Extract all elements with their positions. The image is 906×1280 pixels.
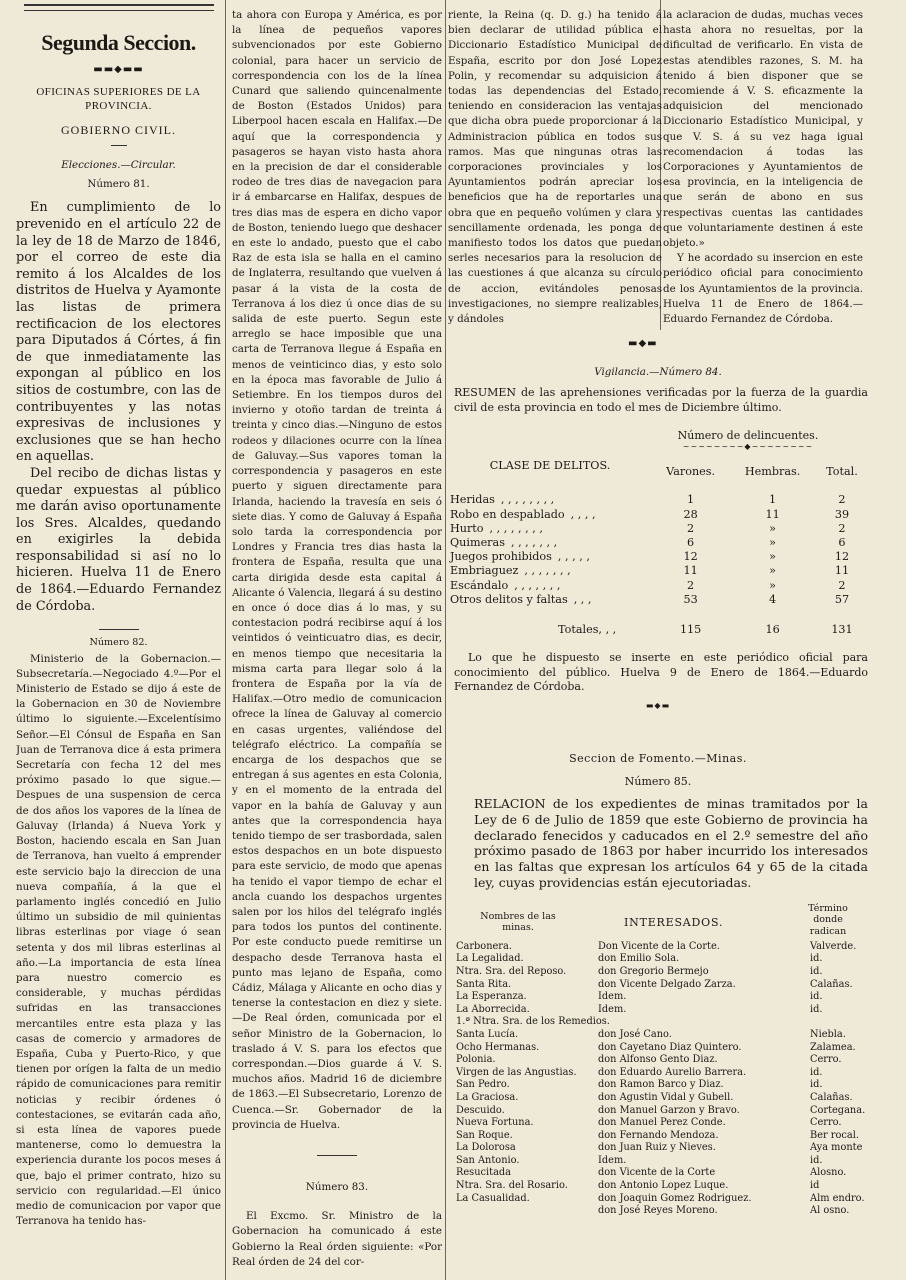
female-count: » xyxy=(769,521,777,535)
mine-interested: don Gregorio Bermejo xyxy=(598,965,709,977)
mine-interested: Idem. xyxy=(598,1154,627,1166)
mine-name: La Casualidad. xyxy=(456,1192,530,1204)
paragraph-82: Ministerio de la Gobernacion.—Subsecretaría.—Negociado 4.º—Por el Ministerio de Estado se dijo á este de la Gobernacion en 30 de Noviembre último lo siguiente.—Excelentísimo Señor.—El Cónsul de España en San Juan de Terranova dice á esta primera Secretaría con fecha 12 del mes próximo pasado lo que sigue.—Despues de una suspension de cerca de dos años los vapores de la línea de Galuvay (Irlanda) á Nueva York y Boston, haciendo escala en San Juan de Terranova, han vuelto á emprender este servicio bajo la direccion de una nueva compañía, á la que el parlamento inglés concedió en Julio último un subsidio de mil quinientas libras esterlinas por viage ó sean setenta y dos mil libras esterlinas al año.—La importancia de esta línea para nuestro comercio es considerable, y muchas pérdidas sufridas en las transacciones mercantiles entre esta plaza y las casas de comercio y armadores de España, Cuba y Puerto-Rico, y que tienen por orígen la falta de un medio rápido de comunicaciones para remitir noticias y recibir órdenes ó contestaciones, se evitarán cada año, si esta línea de vapores puede mantenerse, como lo demuestra la experiencia durante los pocos meses á que, bajo el primer contrato, hizo su servicio con regularidad.—El único medio de comunicacion por vapor que Terranova ha tenido has- xyxy=(16,652,221,1228)
mine-name: Santa Rita. xyxy=(456,978,512,990)
paragraph-83: El Excmo. Sr. Ministro de la Gobernacion ha comunicado á este Gobierno la Real órden siguiente: «Por Real órden de 24 del cor- xyxy=(232,1210,442,1268)
ornament: ▬◆▬ xyxy=(628,338,658,349)
group-header: Número de delincuentes. xyxy=(677,429,819,443)
total-count: 57 xyxy=(834,592,850,606)
elections-heading: Elecciones.—Circular. xyxy=(61,159,176,171)
mine-row xyxy=(448,1042,888,1055)
number-85: Número 85. xyxy=(624,775,692,788)
crime-name: Quimeras , , , , , , , xyxy=(450,536,558,550)
mine-term: Aya monte xyxy=(810,1142,863,1154)
mine-row xyxy=(448,1092,888,1105)
mine-term: id. xyxy=(810,991,823,1003)
mine-interested: don Agustin Vidal y Gubell. xyxy=(598,1091,734,1103)
mine-row xyxy=(448,1105,888,1118)
female-count: 11 xyxy=(765,507,780,521)
paragraph-83-cont: riente, la Reina (q. D. g.) ha tenido á bien declarar de utilidad pública el Diccionario Estadístico Municipal de España, escrito por don José Lopez Polin, y recomendar su adquisicion á todas las dependencias del Estado, teniendo en consideracion las ventajas que dicha obra puede proporcionar á la Administracion pública en todos sus ramos. Mas que ningunas otras las corporaciones provinciales y los Ayuntamientos podrán apreciar los beneficios que ha de reportarles una obra que en pequeño volúmen y clara y sencillamente ordenada, les ponga de manifiesto todos los datos que puedan serles necesarios para la resolucion de las cuestiones á que alcanza su círculo de accion, evitándoles penosas investigaciones, no siempre realizables, y dándoles xyxy=(448,9,662,326)
mine-name: Carbonera. xyxy=(456,940,512,952)
mine-term: Niebla. xyxy=(810,1028,846,1040)
mine-row xyxy=(448,1130,888,1143)
vigilancia-section xyxy=(448,338,868,710)
column-divider xyxy=(225,0,226,1280)
mine-row xyxy=(448,1180,888,1193)
mine-term: Cerro. xyxy=(810,1054,842,1066)
mine-interested: don Alfonso Gento Diaz. xyxy=(598,1054,718,1066)
ornament: ~~~~~~~~◆~~~~~~~~ xyxy=(682,442,814,452)
mine-row xyxy=(448,991,888,1004)
mine-row xyxy=(448,1167,888,1180)
crime-row xyxy=(448,536,868,550)
col-header-male: Varones. xyxy=(666,465,716,479)
mine-name: La Dolorosa xyxy=(456,1142,516,1154)
mine-interested: don Eduardo Aurelio Barrera. xyxy=(598,1066,747,1078)
male-count: 53 xyxy=(683,592,698,606)
mine-name: San Pedro. xyxy=(456,1079,510,1091)
mine-term: id. xyxy=(810,1154,823,1166)
mine-row xyxy=(448,1016,888,1029)
fomento-heading: Seccion de Fomento.—Minas. xyxy=(569,752,747,765)
mine-term: Zalamea. xyxy=(810,1041,856,1053)
paragraph-81a: En cumplimiento de lo prevenido en el artículo 22 de la ley de 18 de Marzo de 1846, por el correo de este dia remito á los Alcaldes de los distritos de Huelva y Ayamonte las listas de primera rectificacion de los electores para Diputados á Córtes, á fin de que inmediatamente las expongan al público en los sitios de costumbre, con las de contribuyentes y las notas expresivas de inclusiones y exclusiones que se han hecho en aquellas. xyxy=(16,200,221,465)
male-count: 12 xyxy=(683,550,698,564)
mine-name: Nueva Fortuna. xyxy=(456,1117,534,1129)
mine-interested: Idem. xyxy=(598,1003,627,1015)
crime-row xyxy=(448,550,868,564)
col-header-class: CLASE DE DELITOS. xyxy=(489,459,611,473)
female-count: 1 xyxy=(769,493,777,507)
mine-row xyxy=(448,953,888,966)
crime-name: Robo en despablado , , , , xyxy=(450,507,596,521)
offices-title: OFICINAS SUPERIORES DE LA PROVINCIA. xyxy=(36,86,201,112)
crime-name: Otros delitos y faltas , , , xyxy=(450,592,592,606)
mine-row xyxy=(448,1193,888,1206)
mine-interested: don José Reyes Moreno. xyxy=(598,1205,718,1217)
paragraph-81b: Del recibo de dichas listas y quedar expuestas al público me darán aviso oportunamente los Sres. Alcaldes, quedando en exigirles la debida responsabilidad si así no lo hicieren. Huelva 11 de Enero de 1864.—Eduardo Fernandez de Córdoba. xyxy=(16,465,221,614)
crime-row xyxy=(448,579,868,593)
crime-name: Heridas , , , , , , , , xyxy=(450,493,555,507)
male-count: 28 xyxy=(683,507,698,521)
mine-name: Descuido. xyxy=(456,1104,505,1116)
mine-interested: don Vicente Delgado Zarza. xyxy=(598,978,736,990)
mine-interested: Idem. xyxy=(598,991,627,1003)
number-82: Número 82. xyxy=(89,637,148,649)
mine-name: Ntra. Sra. del Reposo. xyxy=(456,965,567,977)
crime-name: Embriaguez , , , , , , , xyxy=(450,564,571,578)
mine-name: San Roque. xyxy=(456,1129,513,1141)
mine-name: 1.ª Ntra. Sra. de los Remedios. xyxy=(456,1016,610,1028)
crime-name: Juegos prohibidos , , , , , xyxy=(450,550,590,564)
mine-row xyxy=(448,966,888,979)
total-all: 131 xyxy=(831,623,853,637)
crimes-table xyxy=(448,455,868,637)
col-header-female: Hembras. xyxy=(744,465,801,479)
mine-row xyxy=(448,1004,888,1017)
mine-row xyxy=(448,1155,888,1168)
crime-row xyxy=(448,522,868,536)
mines-header xyxy=(448,897,868,941)
mine-name: Ntra. Sra. del Rosario. xyxy=(456,1180,568,1192)
col-header-names: Nombres de las minas. xyxy=(480,910,556,934)
mine-interested: don Vicente de la Corte xyxy=(598,1167,716,1179)
vigilancia-intro: RESUMEN de las aprehensiones verificadas por la fuerza de la guardia civil de esta provincia en todo el mes de Diciembre último. xyxy=(454,386,868,414)
mine-name: La Esperanza. xyxy=(456,991,527,1003)
male-count: 2 xyxy=(687,521,695,535)
mine-row xyxy=(448,941,888,954)
mine-name: La Graciosa. xyxy=(456,1091,519,1103)
mine-name: Polonia. xyxy=(456,1054,496,1066)
crime-row xyxy=(448,593,868,607)
male-count: 11 xyxy=(683,564,698,578)
totals-dots: , , xyxy=(605,623,617,637)
fomento-section xyxy=(448,752,868,1218)
column-divider xyxy=(445,0,446,1280)
female-count: » xyxy=(769,564,777,578)
mine-row xyxy=(448,1029,888,1042)
male-count: 6 xyxy=(687,536,695,550)
mine-row xyxy=(448,1067,888,1080)
crime-name: Escándalo , , , , , , , xyxy=(450,578,561,592)
mine-interested: don Ramon Barco y Diaz. xyxy=(598,1079,724,1091)
mine-term: id. xyxy=(810,1079,823,1091)
mine-name: Resucitada xyxy=(456,1167,512,1179)
crime-row xyxy=(448,508,868,522)
mine-row xyxy=(448,1205,888,1218)
paragraph-82-cont: ta ahora con Europa y América, es por la línea de pequeños vapores subvencionados por este Gobierno colonial, para hacer un servicio de correspondencia con los de la línea Cunard que saliendo quincenalmente de Boston (Estados Unidos) para Liberpool hacen escala en Halifax.—De aquí que la correspondencia y pasageros se hayan visto hasta ahora en la precision de dar el considerable rodeo de tres dias de navegacion para ir á embarcarse en Halifax, despues de tres dias mas de espera en dicho vapor de Boston, teniendo luego que deshacer en este lo andado, puesto que el cabo Raz de esta isla se halla en el camino de Inglaterra, resultando que vuelven á pasar á la vista de la costa de Terranova á los diez ú once dias de su salida de este puerto. Segun este arreglo se hace imposible que una carta de Terranova llegue á España en menos de veinticinco dias, y esto solo en la época mas favorable de Julio á Setiembre. En los tiempos duros del invierno y otoño tardan de treinta á treinta y cinco dias.—Ninguno de estos rodeos y dilaciones ocurre con la línea de Galuvay.—Sus vapores toman la correspondencia y pasageros en este puerto y siguen directamente para Irlanda, haciendo la travesía en seis ó siete dias. Y como de Galuvay á España solo tarda la correspondencia por Londres y Francia tres dias hasta la frontera de España, resulta que una carta dirigida desde esta capital á Alicante ó Valencia, llegará á su destino en once ó doce dias á lo mas, y su contestacion podrá recibirse aquí á los veintidos ó veinticuatro dias, es decir, en menos tiempo que necesitaria la misma carta para llegar solo á la frontera de España por la vía de Halifax.—Otro medio de comunicacion ofrece la línea de Galuvay al comercio en casas urgentes, valiéndose del telégrafo eléctrico. La compañía se encarga de los despachos que se entregan á sus agentes en esta Colonia, y en el momento de la entrada del vapor en la bahía de Galuvay y aun antes que la correspondencia haya tenido tiempo de ser trasbordada, salen estos despachos en un bote dispuesto para este servicio, de modo que apenas ha tenido el vapor tiempo de echar el ancla cuando los despachos urgentes salen por los hilos del telégrafo inglés para todos los puntos del continente. Por este conducto puede remitirse un despacho desde Terranova hasta el punto mas lejano de España, como Cádiz, Málaga y Alicante en ocho dias y tenerse la contestacion en diez y siete.—De Real órden, comunicada por el señor Ministro de la Gobernacion, lo traslado á V. S. para los efectos que correspondan.—Dios guarde á V. S. muchos años. Madrid 16 de diciembre de 1863.—El Subsecretario, Lorenzo de Cuenca.—Sr. Gobernador de la provincia de Huelva. xyxy=(232,9,442,1131)
mine-term: Cortegana. xyxy=(810,1104,866,1116)
female-count: » xyxy=(769,536,777,550)
mine-term: id. xyxy=(810,965,823,977)
mine-term: Al osno. xyxy=(810,1205,850,1217)
male-count: 1 xyxy=(687,493,695,507)
column-2 xyxy=(232,0,442,1280)
mine-row xyxy=(448,1142,888,1155)
mine-interested: don José Cano. xyxy=(598,1028,672,1040)
mine-name: Ocho Hermanas. xyxy=(456,1041,540,1053)
total-female: 16 xyxy=(765,623,780,637)
mine-interested: don Antonio Lopez Luque. xyxy=(598,1180,729,1192)
total-count: 39 xyxy=(834,507,850,521)
mine-interested: don Juan Ruiz y Nieves. xyxy=(598,1142,716,1154)
fomento-intro: RELACION de los expedientes de minas tramitados por la Ley de 6 de Julio de 1859 que este Gobierno de provincia ha declarado fenecidos y caducados en el 2.º semestre del año próximo pasado de 1863 por haber incurrido los interesados en las faltas que expresan los artículos 64 y 65 de la citada ley, cuyas providencias están ejecutoriadas. xyxy=(474,796,868,890)
col-header-interested: INTERESADOS. xyxy=(624,915,724,929)
female-count: » xyxy=(769,550,777,564)
total-count: 12 xyxy=(834,550,850,564)
mine-term: id. xyxy=(810,953,823,965)
mines-list xyxy=(448,941,888,1218)
total-count: 6 xyxy=(838,536,846,550)
totals-label: Totales, xyxy=(558,623,602,637)
section-title: Segunda Seccion. xyxy=(41,30,196,55)
mine-term: Alosno. xyxy=(810,1167,847,1179)
female-count: » xyxy=(769,578,777,592)
mine-interested: don Joaquin Gomez Rodriguez. xyxy=(598,1192,752,1204)
mine-interested: Don Vicente de la Corte. xyxy=(598,940,720,952)
column-1 xyxy=(16,0,221,1280)
ornament: ▬◆▬ xyxy=(645,700,671,710)
crime-row xyxy=(448,564,868,578)
total-count: 2 xyxy=(838,578,846,592)
crime-row xyxy=(448,493,868,507)
total-count: 2 xyxy=(838,493,846,507)
mine-interested: don Emilio Sola. xyxy=(598,953,680,965)
mine-row xyxy=(448,979,888,992)
mine-term: Calañas. xyxy=(810,978,853,990)
total-male: 115 xyxy=(679,623,702,637)
crime-name: Hurto , , , , , , , , xyxy=(450,521,543,535)
mine-term: Calañas. xyxy=(810,1091,853,1103)
mine-row xyxy=(448,1079,888,1092)
gov-title: GOBIERNO CIVIL. xyxy=(61,123,176,137)
mine-term: Alm endro. xyxy=(810,1192,865,1204)
mine-row xyxy=(448,1054,888,1067)
mine-term: id xyxy=(810,1180,820,1192)
mine-term: id. xyxy=(810,1003,823,1015)
male-count: 2 xyxy=(687,578,695,592)
mine-name: La Aborrecida. xyxy=(456,1003,530,1015)
paragraph-83-cont2: la aclaracion de dudas, muchas veces hasta ahora no resueltas, por la dificultad de verificarlo. En vista de estas atendibles razones, S. M. ha tenido á bien disponer que se recomiende á V. S. eficazmente la adquisicion del mencionado Diccionario Estadístico Municipal, y que V. S. á su vez haga igual recomendacion á todas las Corporaciones y Ayuntamientos de esa provincia, en la inteligencia de que serán de abono en sus respectivas cuentas las cantidades que voluntariamente destinen á este objeto.» xyxy=(663,9,863,250)
mine-interested: don Fernando Mendoza. xyxy=(598,1129,719,1141)
total-count: 11 xyxy=(834,564,850,578)
mine-term: Ber rocal. xyxy=(810,1129,859,1141)
mine-row xyxy=(448,1117,888,1130)
vigilancia-closing: Lo que he dispuesto se inserte en este periódico oficial para conocimiento del público. Huelva 9 de Enero de 1864.—Eduardo Fernandez de Córdoba. xyxy=(454,651,868,694)
mine-name: Virgen de las Angustias. xyxy=(456,1066,577,1078)
mine-name: Santa Lucía. xyxy=(456,1028,519,1040)
mine-term: id. xyxy=(810,1066,823,1078)
mine-interested: don Cayetano Diaz Quintero. xyxy=(598,1041,742,1053)
col-header-term: Término donde radican xyxy=(808,902,848,937)
vigilancia-heading: Vigilancia.—Número 84. xyxy=(594,366,722,378)
female-count: 4 xyxy=(769,592,777,606)
number-81: Número 81. xyxy=(87,178,150,191)
col-header-total: Total. xyxy=(826,465,858,479)
mine-name: San Antonio. xyxy=(456,1154,520,1166)
mine-term: Valverde. xyxy=(810,940,857,952)
number-83: Número 83. xyxy=(305,1181,369,1194)
mine-interested: don Manuel Perez Conde. xyxy=(598,1117,726,1129)
total-count: 2 xyxy=(838,521,846,535)
mine-name: La Legalidad. xyxy=(456,953,524,965)
mine-term: Cerro. xyxy=(810,1117,842,1129)
paragraph-83-end: Y he acordado su insercion en este periódico oficial para conocimiento de los Ayuntamientos de la provincia. Huelva 11 de Enero de 1864.—Eduardo Fernandez de Córdoba. xyxy=(663,252,863,326)
ornament: ▬▬◆▬▬ xyxy=(93,64,144,75)
mine-interested: don Manuel Garzon y Bravo. xyxy=(598,1104,740,1116)
